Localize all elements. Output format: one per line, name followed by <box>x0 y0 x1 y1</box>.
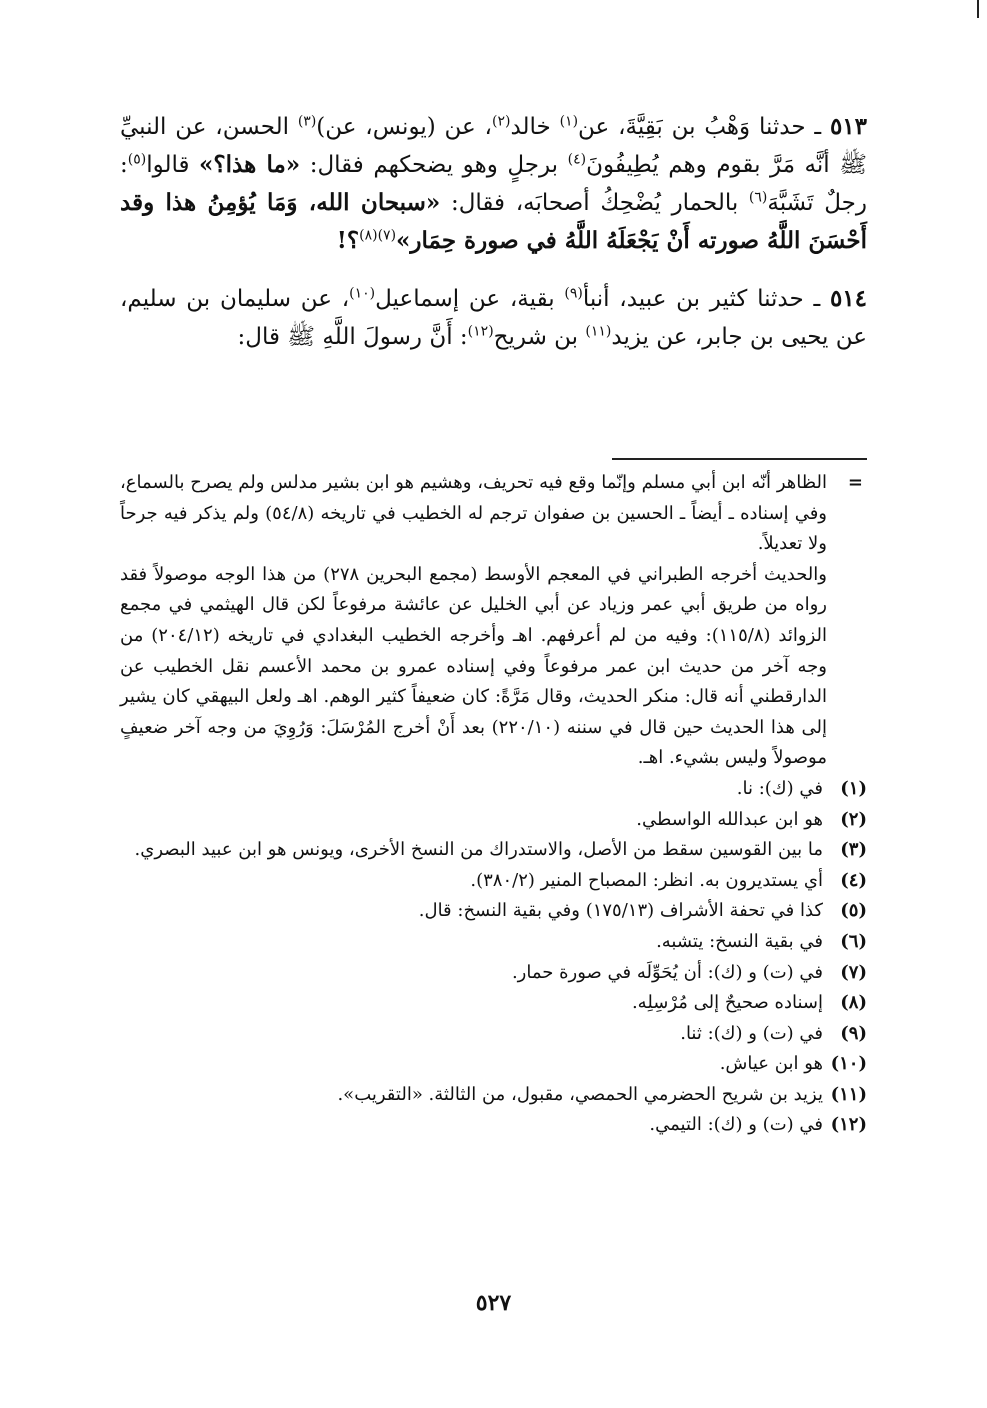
footnote-number: (٥) <box>840 900 867 922</box>
hadith-number: ٥١٤ <box>829 285 868 312</box>
text-segment: الحسن، عن النبيِّ ﷺ أنَّه مَرَّ بقوم وهم يُطِيفُونَ <box>120 114 868 178</box>
footnote-ref-7-8[interactable]: (٧)(٨) <box>359 227 397 244</box>
footnote-number: (١٠) <box>830 1053 867 1075</box>
text-segment: ، عن سليمان بن سليم، عن يحيى بن جابر، عن يزيد <box>120 286 867 350</box>
text-segment: : أَنَّ رسولَ اللَّهِ ﷺ قال: <box>237 324 468 350</box>
footnote-divider <box>612 458 867 460</box>
footnote-ref-9[interactable]: (٩) <box>564 285 583 302</box>
footnote-text: هو ابن عبدالله الواسطي. <box>636 808 823 830</box>
continuation-mark: = <box>847 472 863 493</box>
text-segment: قالوا <box>146 152 200 178</box>
footnotes-section <box>120 468 867 1141</box>
footnote-text: في (ت) و (ك): ثنا. <box>680 1022 823 1044</box>
footnote-number: (٣) <box>840 839 867 861</box>
footnote-ref-1[interactable]: (١) <box>559 113 579 130</box>
footnote-number: (٧) <box>840 961 867 983</box>
text-segment: بالحمار يُضْحِكُ أصحابَه، فقال: <box>440 190 749 216</box>
footnote-text: في (ت) و (ك): أن يُحَوِّلَه في صورة حمار. <box>511 961 823 983</box>
footnote-item <box>120 1049 867 1080</box>
footnote-number: (١٢) <box>830 1114 867 1136</box>
text-segment: بقية، عن إسماعيل <box>375 286 565 312</box>
footnote-number: (١١) <box>830 1083 867 1105</box>
footnote-ref-12[interactable]: (١٢) <box>467 323 494 340</box>
text-segment: ـ حدثنا كثير بن عبيد، أنبأ <box>582 286 830 312</box>
footnote-item <box>120 866 867 897</box>
footnote-number: (٩) <box>840 1022 867 1044</box>
footnote-item <box>120 805 867 836</box>
prophet-quote: «ما هذا؟» <box>199 151 301 178</box>
footnote-item <box>120 896 867 927</box>
footnote-ref-5[interactable]: (٥) <box>127 151 147 168</box>
footnote-number: (٢) <box>840 808 867 830</box>
footnote-text: إسناده صحيحٌ إلى مُرْسِلِه. <box>631 992 823 1014</box>
prophet-quote: «سبحان الله، وَمَا يُؤمِنُ هذا وقد أَحْسَنَ اللَّهُ صورته أَنْ يَجْعَلَهُ اللَّهُ في صورة حِمَار» <box>120 189 867 254</box>
main-text <box>120 108 867 376</box>
text-segment: ؟! <box>336 227 360 254</box>
hadith-number: ٥١٣ <box>829 113 868 140</box>
text-segment: : رجلٌ تَشَبَّهَ <box>120 152 867 216</box>
footnote-number: (٦) <box>840 930 867 952</box>
footnote-text: في بقية النسخ: يتشبه. <box>656 930 823 952</box>
footnote-number: (٤) <box>840 869 867 891</box>
footnote-text: هو ابن عياش. <box>719 1053 823 1075</box>
hadith-514 <box>120 280 867 356</box>
scan-edge-mark <box>977 0 979 18</box>
text-segment: ، عن (يونس، عن) <box>316 114 492 140</box>
footnote-item <box>120 835 867 866</box>
footnote-item <box>120 988 867 1019</box>
footnote-ref-11[interactable]: (١١) <box>585 323 612 340</box>
footnote-item <box>120 1080 867 1111</box>
footnote-ref-6[interactable]: (٦) <box>748 189 768 206</box>
continued-note-paragraph: والحديث أخرجه الطبراني في المعجم الأوسط (مجمع البحرين ٢٧٨) من هذا الوجه موصولاً فقد رواه من طريق أبي عمر وزياد عن أبي الخليل عن عائشة مرفوعاً لكن قال الهيثمي في مجمع الزوائد (١١٥/٨): وفيه من لم أعرفهم. اهـ وأخرجه الخطيب البغدادي في تاريخه (٢٠٤/١٢) من وجه آخر من حديث ابن عمر مرفوعاً وفي إسناده عمرو بن محمد الأعسم نقل الخطيب عن الدارقطني أنه قال: منكر الحديث، وقال مَرَّةً: كان ضعيفاً كثير الوهم. اهـ ولعل البيهقي كان يشير إلى هذا الحديث حين قال في سننه (٢٢٠/١٠) بعد أَنْ أخرج المُرْسَلَ: وَرُوِيَ من وجه آخر ضعيفٍ موصولاً وليس بشيء. اهـ. <box>120 563 828 769</box>
footnote-item <box>120 958 867 989</box>
footnote-text: في (ت) و (ك): التيمي. <box>649 1114 823 1136</box>
footnote-text: يزيد بن شريح الحضرمي الحمصي، مقبول، من الثالثة. «التقريب». <box>337 1083 823 1105</box>
footnote-text: في (ك): نا. <box>736 777 823 799</box>
footnote-item <box>120 927 867 958</box>
footnote-item <box>120 1110 867 1141</box>
footnote-text: أي يستديرون به. انظر: المصباح المنير (٣٨٠/٢). <box>470 869 823 891</box>
text-segment: خالد <box>510 114 560 140</box>
footnote-list <box>120 774 867 1141</box>
footnote-ref-4[interactable]: (٤) <box>567 151 587 168</box>
page-number: ٥٢٧ <box>475 1290 512 1316</box>
continued-footnote <box>120 468 867 774</box>
footnote-ref-2[interactable]: (٢) <box>491 113 511 130</box>
text-segment: بن شريح <box>493 324 586 350</box>
footnote-text: ما بين القوسين سقط من الأصل، والاستدراك من النسخ الأخرى، ويونس هو ابن عبيد البصري. <box>134 839 823 861</box>
footnote-item <box>120 774 867 805</box>
footnote-number: (١) <box>840 777 867 799</box>
footnote-ref-3[interactable]: (٣) <box>297 113 317 130</box>
footnote-ref-10[interactable]: (١٠) <box>349 285 376 302</box>
footnote-item <box>120 1019 867 1050</box>
continued-note-paragraph: الظاهر أنّه ابن أبي مسلم وإنّما وقع فيه تحريف، وهشيم هو ابن بشير مدلس ولم يصرح بالسماع، وفي إسناده ـ أيضاً ـ الحسين بن صفوان ترجم له الخطيب في تاريخه (٥٤/٨) ولم يذكر فيه جرحاً ولا تعديلاً. <box>120 472 827 555</box>
footnote-text: كذا في تحفة الأشراف (١٧٥/١٣) وفي بقية النسخ: قال. <box>418 900 823 922</box>
hadith-513 <box>120 108 867 260</box>
footnote-number: (٨) <box>840 992 867 1014</box>
text-segment: برجلٍ وهو يضحكهم فقال: <box>300 152 568 178</box>
text-segment: ـ حدثنا وَهْبُ بن بَقِيَّةَ، عن <box>578 114 830 140</box>
